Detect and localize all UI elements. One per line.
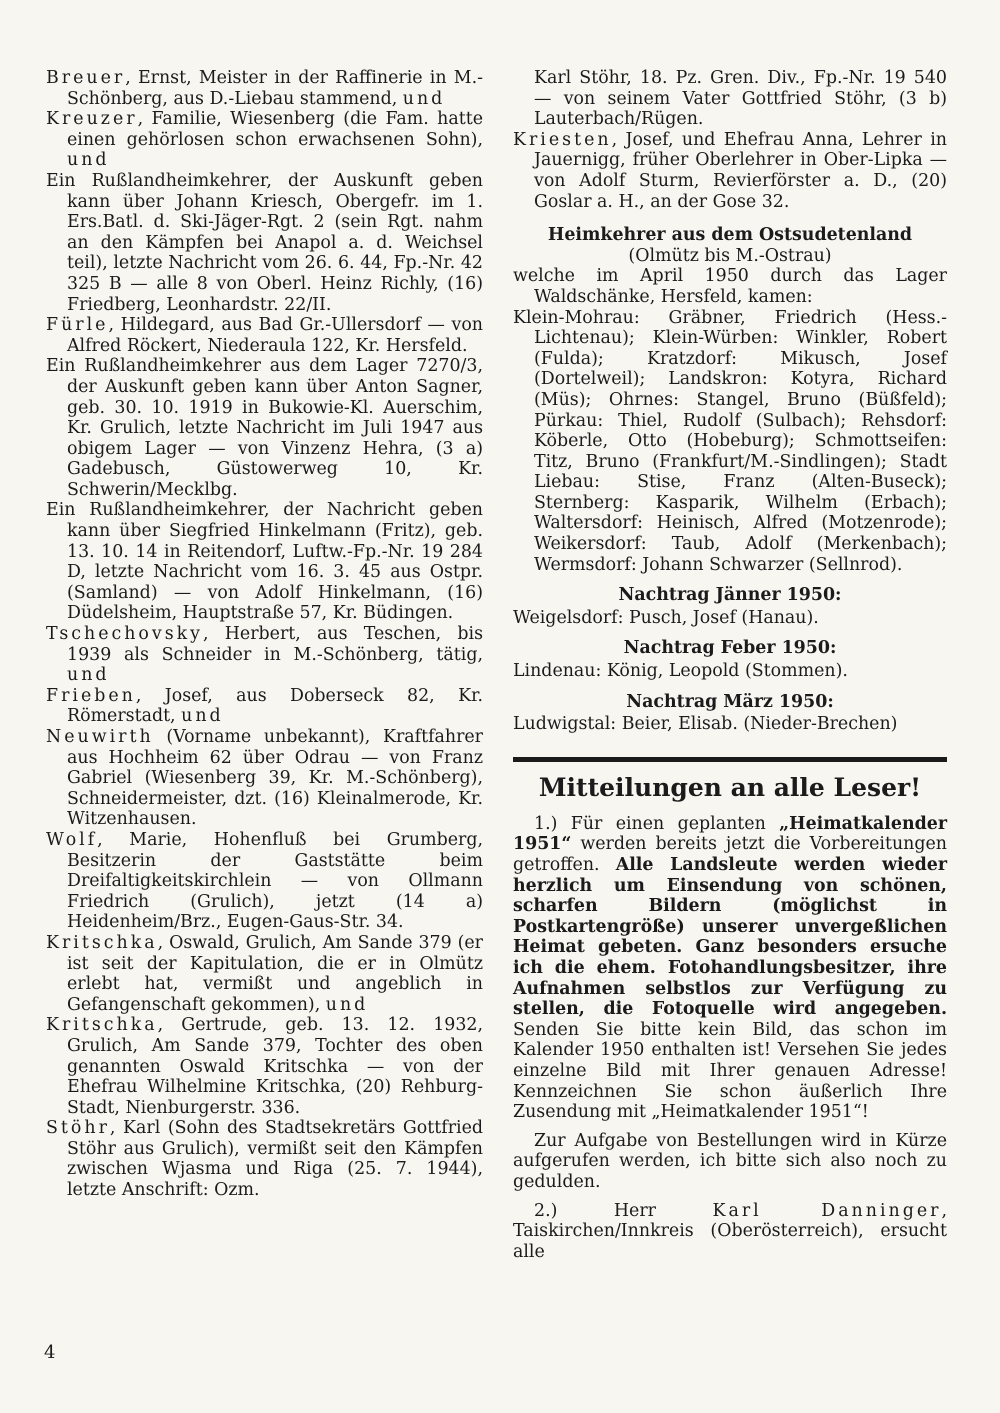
- p1-bold-appeal: Alle Landsleute werden wieder herzlich um Einsendung von schönen, scharfen Bildern (möglichst in Postkartengröße) unserer unvergeßlichen Heimat gebeten. Ganz besonders ersuche ich die ehem. Fotohandlungsbesitzer, ihre Aufnahmen selbstlos zur Verfügung zu stellen, die Fotoquelle wird angegeben.: [513, 855, 948, 1020]
- entry-russland-heimkehrer-sagner: [46, 356, 483, 500]
- mitteilungen-title: Mitteilungen an alle Leser!: [538, 772, 922, 802]
- left-column: [46, 68, 483, 1201]
- entry-text: Ein Rußlandheimkehrer aus dem Lager 7270/3, der Auskunft geben kann über Anton Sagner, geb. 30. 10. 1919 in Bukowie-Kl. Auerschim, Kr. Grulich, letzte Nachricht im Juli 1947 aus obigem Lager — von Vinzenz Hehra, (3 a) Gadebusch, Güstowerweg 10, Kr. Schwerin/Mecklbg.: [46, 356, 483, 500]
- entry-name: Kritschka: [46, 1015, 158, 1036]
- entry-text: , Ernst, Meister in der Raffinerie in M.-Schönberg, aus D.-Liebau stammend,: [67, 68, 483, 109]
- entry-name: Stöhr: [46, 1118, 110, 1139]
- entry-text: Ein Rußlandheimkehrer, der Auskunft geben kann über Johann Kriesch, Obergefr. im 1. Ers.Batl. d. Ski-Jäger-Rgt. 2 (sein Rgt. nahm an den Kämpfen bei Anapol a. d. Weichsel teil), letzte Nachricht vom 26. 6. 44, Fp.-Nr. 42 325 B — alle 8 von Oberl. Heinz Richly, (16) Friedberg, Leonhardstr. 22/II.: [46, 170, 483, 315]
- mitteilung-paragraph-2: Zur Aufgabe von Bestellungen wird in Kürze aufgerufen werden, ich bitte sich also noch zu gedulden.: [513, 1130, 947, 1192]
- nachtrag-maerz-title: Nachtrag März 1950:: [626, 691, 834, 712]
- entry-kritschka-oswald: [46, 933, 483, 1015]
- entry-neuwirth: [46, 727, 483, 830]
- entry-text: , Oswald, Grulich, Am Sande 379 (er ist seit der Kapitulation, die er in Olmütz erlebt hat, vermißt und angeblich in Gefangenschaft gekommen),: [67, 932, 483, 1015]
- entry-name: Fürle: [46, 315, 109, 336]
- entry-russland-heimkehrer-kriesch: [46, 171, 483, 315]
- entry-name: Kritschka: [46, 932, 158, 953]
- entry-text: , Familie, Wiesenberg (die Fam. hatte einen gehörlosen schon erwachsenen Sohn),: [67, 109, 483, 150]
- mitteilung-paragraph-3: [513, 1201, 947, 1263]
- entry-stoehr: [46, 1118, 483, 1200]
- nachtrag-maerz-line: Ludwigstal: Beier, Elisab. (Nieder-Brechen): [513, 714, 898, 735]
- entry-und: und: [181, 706, 224, 727]
- nachtrag-januar-title: Nachtrag Jänner 1950:: [618, 585, 842, 606]
- entry-text: , Herbert, aus Teschen, bis 1939 als Schneider in M.-Schönberg, tätig,: [67, 624, 483, 665]
- right-column: [513, 68, 947, 1262]
- mitteilung-paragraph-1: [513, 814, 947, 1123]
- nachtrag-februar-title: Nachtrag Feber 1950:: [623, 638, 837, 659]
- entry-text: , Marie, Hohenfluß bei Grumberg, Besitzerin der Gaststätte beim Dreifaltigkeitskirchlein — von Ollmann Friedrich (Grulich), jetzt (14 a) Heidenheim/Brz., Eugen-Gaus-Str. 34.: [67, 829, 483, 933]
- entry-und: und: [67, 665, 110, 686]
- p3-intro: 2.) Herr: [534, 1200, 713, 1221]
- p1-text: werden bereits jetzt die Vorbereitungen getroffen.: [513, 834, 947, 875]
- entry-russland-heimkehrer-hinkelmann: [46, 500, 483, 624]
- nachtrag-januar-line: Weigelsdorf: Pusch, Josef (Hanau).: [513, 607, 819, 628]
- entry-frieben: [46, 686, 483, 727]
- entry-und: und: [67, 150, 110, 171]
- heimkehrer-heading: Heimkehrer aus dem Ostsudetenland: [547, 225, 913, 246]
- entry-kreuzer: [46, 109, 483, 171]
- p3-text: , Taiskirchen/Innkreis (Oberösterreich), ersucht alle: [513, 1200, 947, 1262]
- p1-kalender-title: „Heimatkalender 1951“: [513, 813, 947, 855]
- entry-text: , Gertrude, geb. 13. 12. 1932, Grulich, Am Sande 379, Tochter des oben genannten Oswald Kritschka — von der Ehefrau Wilhelmine Kritschka, (20) Rehburg-Stadt, Nienburgerstr. 336.: [67, 1015, 483, 1118]
- entry-tschechovsky: [46, 624, 483, 686]
- entry-name: Wolf: [46, 829, 98, 850]
- entry-name: Neuwirth: [46, 727, 154, 747]
- p3-name: Karl Danninger: [712, 1200, 942, 1221]
- heimkehrer-list: Klein-Mohrau: Gräbner, Friedrich (Hess.-Lichtenau); Klein-Würben: Winkler, Robert (Fulda); Kratzdorf: Mikusch, Josef (Dortelweil); Landskron: Kotyra, Richard (Müs); Ohrnes: Stangel, Bruno (Büßfeld); Pürkau: Thiel, Rudolf (Sulbach); Rehsdorf: Köberle, Otto (Hobeburg); Schmottseifen: Titz, Bruno (Frankfurt/M.-Sindlingen); Stadt Liebau: Stise, Franz (Alten-Buseck); Sternberg: Kasparik, Wilhelm (Erbach); Waltersdorf: Heinisch, Alfred (Motzenrode); Weikersdorf: Taub, Adolf (Merkenbach); Wermsdorf: Johann Schwarzer (Sellnrod).: [513, 307, 947, 575]
- page-number: 4: [44, 1342, 56, 1363]
- entry-text: , Josef, und Ehefrau Anna, Lehrer in Jauernigg, früher Oberlehrer in Ober-Lipka — von Adolf Sturm, Revierförster a. D., (20) Goslar a. H., an der Gose 32.: [534, 129, 947, 212]
- entry-name: Frieben: [46, 685, 136, 706]
- entry-wolf: [46, 830, 483, 933]
- entry-name: Breuer: [46, 68, 126, 88]
- entry-stoehr-continuation: Karl Stöhr, 18. Pz. Gren. Div., Fp.-Nr. 19 540 — von seinem Vater Gottfried Stöhr, (3 b) Lauterbach/Rügen.: [534, 68, 947, 130]
- entry-name: Kriesten: [513, 129, 612, 150]
- entry-und: und: [402, 88, 446, 109]
- section-divider: [513, 757, 947, 762]
- entry-kriesten: [513, 130, 947, 212]
- heimkehrer-intro: welche im April 1950 durch das Lager Waldschänke, Hersfeld, kamen:: [513, 266, 947, 307]
- entry-breuer: [46, 68, 483, 109]
- entry-text: , Karl (Sohn des Stadtsekretärs Gottfried Stöhr aus Grulich), vermißt seit den Kämpfen zwischen Wjasma und Riga (25. 7. 1944), letzte Anschrift: Ozm.: [67, 1118, 483, 1201]
- nachtrag-februar-line: Lindenau: König, Leopold (Stommen).: [513, 661, 848, 682]
- entry-und: und: [325, 994, 369, 1015]
- entry-text: Ein Rußlandheimkehrer, der Nachricht geben kann über Siegfried Hinkelmann (Fritz), geb. 13. 10. 14 in Reitendorf, Luftw.-Fp.-Nr. 19 284 D, letzte Nachricht vom 16. 3. 45 aus Ostpr. (Samland) — von Adolf Hinkelmann, (16) Düdelsheim, Hauptstraße 57, Kr. Büdingen.: [46, 500, 483, 624]
- p1-closing: Senden Sie bitte kein Bild, das schon im Kalender 1950 enthalten ist! Versehen Sie jedes einzelne Bild mit Ihrer genauen Adresse! Kennzeichnen Sie schon äußerlich Ihre Zusendung mit „Heimatkalender 1951“!: [513, 1019, 947, 1123]
- p1-intro: 1.) Für einen geplanten: [534, 813, 780, 834]
- entry-name: Tschechovsky: [46, 624, 204, 645]
- entry-text: , Hildegard, aus Bad Gr.-Ullersdorf — von Alfred Röckert, Niederaula 122, Kr. Hersfeld.: [67, 315, 483, 356]
- entry-kritschka-gertrude: [46, 1015, 483, 1118]
- entry-text: (Vorname unbekannt), Kraftfahrer aus Hochheim 62 über Odrau — von Franz Gabriel (Wiesenberg 39, Kr. M.-Schönberg), Schneidermeister, dzt. (16) Kleinalmerode, Kr. Witzenhausen.: [67, 727, 483, 830]
- entry-fuerle: [46, 315, 483, 356]
- entry-name: Kreuzer: [46, 109, 138, 130]
- entry-text: , Josef, aus Doberseck 82, Kr. Römerstadt,: [67, 685, 483, 727]
- heimkehrer-subheading: (Olmütz bis M.-Ostrau): [628, 245, 832, 266]
